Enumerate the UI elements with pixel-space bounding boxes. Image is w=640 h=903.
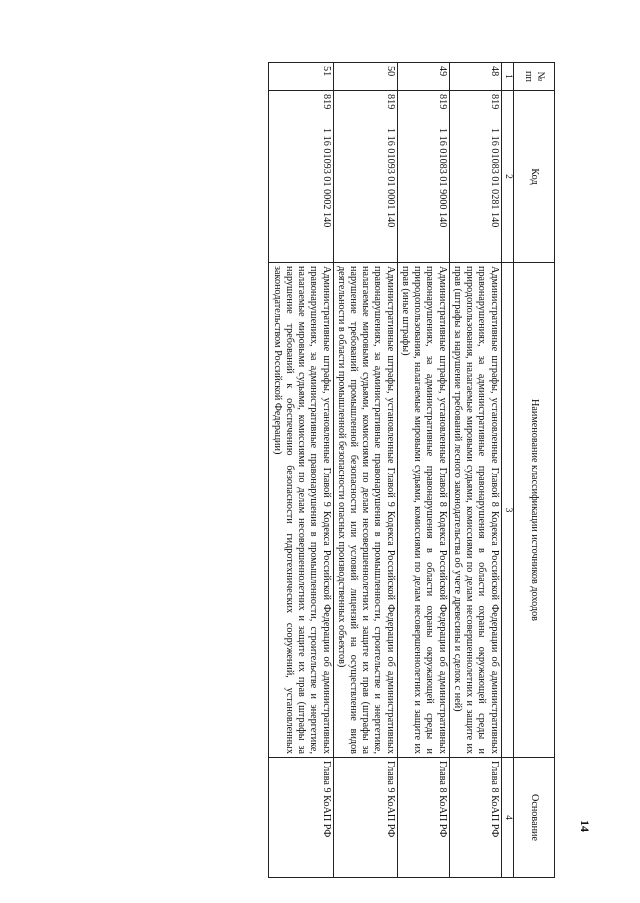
column-number-row xyxy=(501,63,513,878)
revenue-classification-table xyxy=(268,62,555,878)
row-num: 50 xyxy=(333,63,397,91)
classification-code: 1 16 01083 01 0281 140 xyxy=(488,128,500,228)
admin-code: 819 xyxy=(488,94,500,110)
column-number: 1 xyxy=(501,63,513,91)
row-num: 48 xyxy=(449,63,501,91)
row-name: Административные штрафы, установленные Главой 9 Кодекса Российской Федерации об административных правонарушениях, за административные правонарушения в промышленности, строительстве и энергетике, налагаемые мировыми судьями, комиссиями по делам несовершеннолетних и защите их прав (штрафы за нарушение требований промышленной безопасности или условий лицензий на осуществление видов деятельности в области промышленной безопасности опасных производственных объектов) xyxy=(333,263,397,758)
row-basis: Глава 8 КоАП РФ xyxy=(397,758,449,878)
row-code xyxy=(269,91,333,263)
column-number: 3 xyxy=(501,263,513,758)
row-basis: Глава 9 КоАП РФ xyxy=(269,758,333,878)
table-row xyxy=(449,63,501,878)
row-basis: Глава 9 КоАП РФ xyxy=(333,758,397,878)
table-row xyxy=(333,63,397,878)
header-code: Код xyxy=(514,91,555,263)
admin-code: 819 xyxy=(436,94,448,110)
admin-code: 819 xyxy=(384,94,396,110)
header-name: Наименование классификации источников доходов xyxy=(514,263,555,758)
row-code xyxy=(449,91,501,263)
row-num: 51 xyxy=(269,63,333,91)
table-row xyxy=(269,63,333,878)
column-number: 2 xyxy=(501,91,513,263)
classification-code: 1 16 01093 01 0002 140 xyxy=(320,128,332,228)
row-code xyxy=(333,91,397,263)
row-name: Административные штрафы, установленные Главой 8 Кодекса Российской Федерации об административных правонарушениях, за административные правонарушения в области охраны окружающей среды и природопользования, налагаемые мировыми судьями, комиссиями по делам несовершеннолетних и защите их прав (штрафы за нарушение требований лесного законодательства об учете древесины и сделок с ней) xyxy=(449,263,501,758)
row-name: Административные штрафы, установленные Главой 8 Кодекса Российской Федерации об административных правонарушениях, за административные правонарушения в области охраны окружающей среды и природопользования, налагаемые мировыми судьями, комиссиями по делам несовершеннолетних и защите их прав (иные штрафы) xyxy=(397,263,449,758)
page-number: 14 xyxy=(578,820,592,832)
rotated-table-container xyxy=(268,62,555,877)
header-num: № пп xyxy=(514,63,555,91)
table-row xyxy=(397,63,449,878)
row-num: 49 xyxy=(397,63,449,91)
classification-code: 1 16 01083 01 9000 140 xyxy=(436,128,448,228)
header-basis: Основание xyxy=(514,758,555,878)
row-code xyxy=(397,91,449,263)
column-number: 4 xyxy=(501,758,513,878)
table-header-row xyxy=(514,63,555,878)
classification-code: 1 16 01093 01 0001 140 xyxy=(384,128,396,228)
admin-code: 819 xyxy=(320,94,332,110)
row-basis: Глава 8 КоАП РФ xyxy=(449,758,501,878)
row-name: Административные штрафы, установленные Главой 9 Кодекса Российской Федерации об административных правонарушениях, за административные правонарушения в промышленности, строительстве и энергетике, налагаемые мировыми судьями, комиссиями по делам несовершеннолетних и защите их прав (штрафы за нарушение требований к обеспечению безопасности гидротехнических сооружений, установленных законодательством Российской Федерации) xyxy=(269,263,333,758)
